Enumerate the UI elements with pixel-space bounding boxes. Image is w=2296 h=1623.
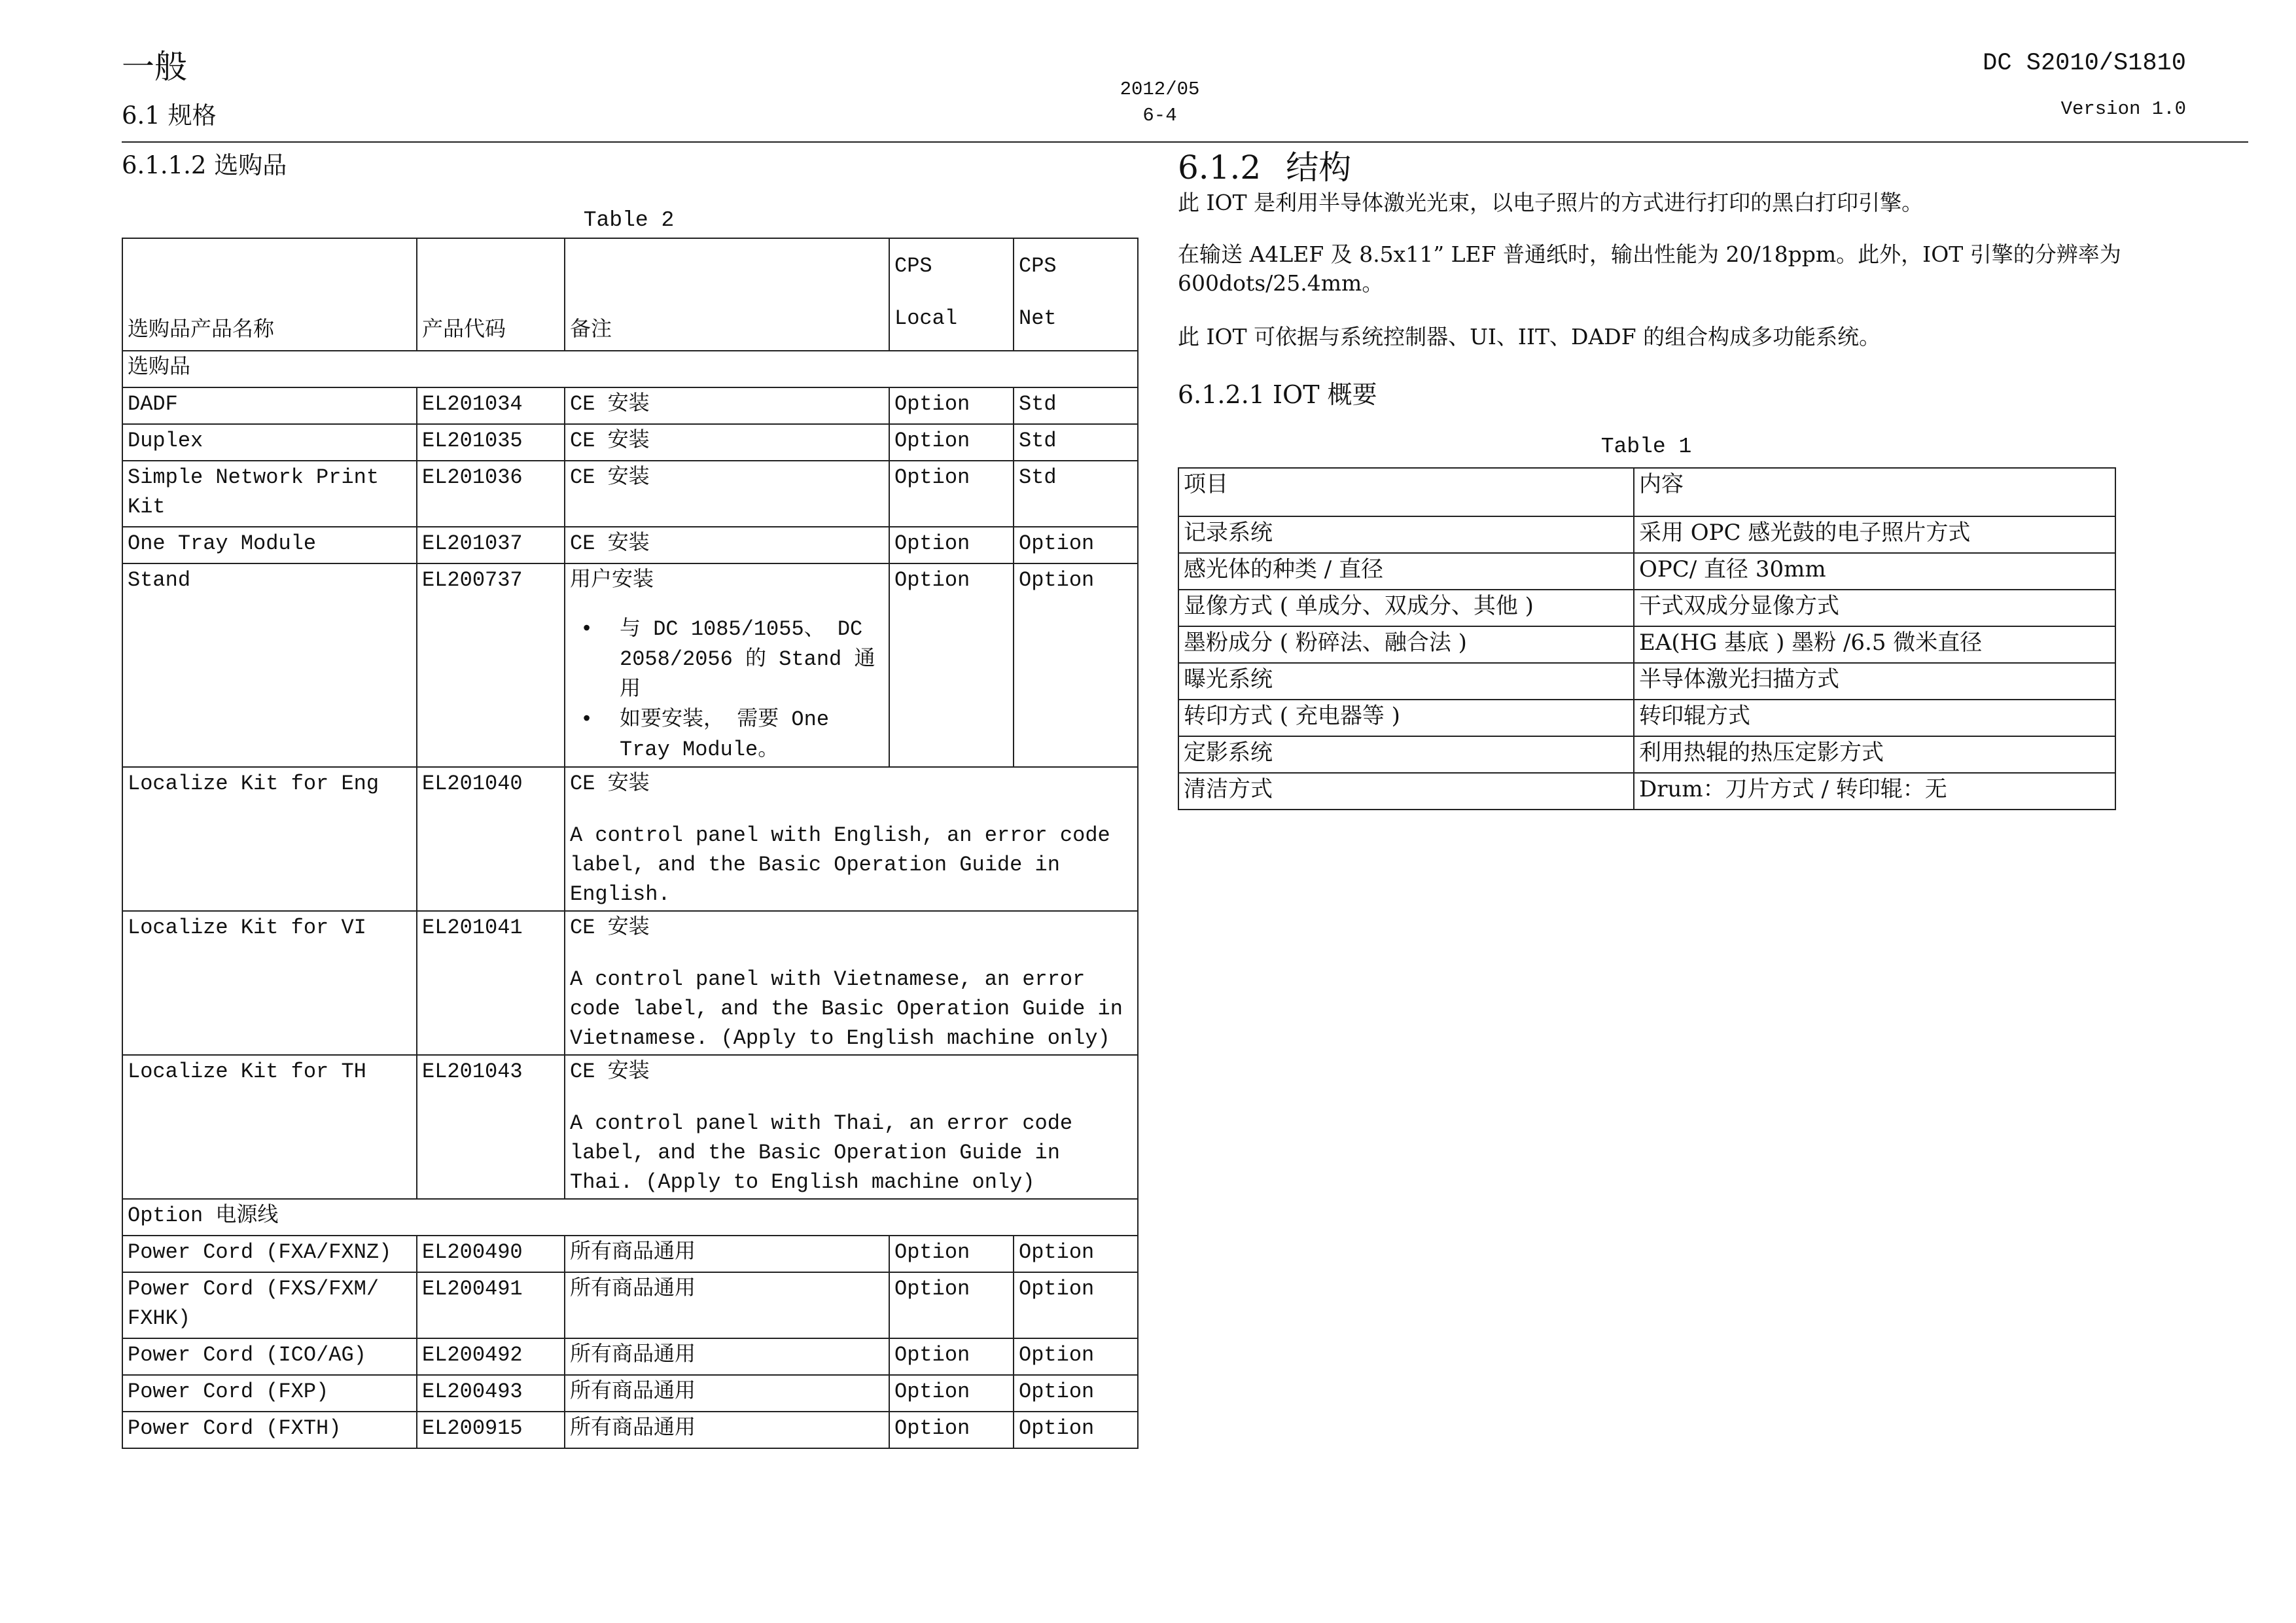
cell-item: 墨粉成分 ( 粉碎法、融合法 ) [1178,626,1634,663]
cell-content: OPC/ 直径 30mm [1634,553,2115,590]
table-row [1178,773,2115,810]
cell-cps-local: Option [889,461,1014,527]
group-label: Option 电源线 [122,1199,1138,1236]
cell-name: Power Cord (FXS/FXM/ FXHK) [122,1272,417,1338]
table-row [1178,626,2115,663]
cell-name: Stand [122,563,417,767]
cell-item: 定影系统 [1178,736,1634,773]
iot-overview-heading: 6.1.2.1 IOT 概要 [1178,380,1377,409]
cell-cps-net: Option [1014,1338,1138,1375]
cell-note [565,767,1138,911]
cell-note: CE 安装 [565,424,889,461]
table-row [122,1236,1138,1272]
note-bullet-list [570,615,885,765]
cell-code: EL200491 [417,1272,565,1338]
table1-caption: Table 1 [1600,435,1692,459]
cell-cps-net: Option [1014,563,1138,767]
structure-paragraph-2: 在输送 A4LEF 及 8.5x11” LEF 普通纸时，输出性能为 20/18ppm。此外，IOT 引擎的分辨率为 600dots/25.4mm。 [1178,241,2121,296]
header-model: DC S2010/S1810 [1983,50,2186,77]
cell-content: 半导体激光扫描方式 [1634,663,2115,700]
cell-code: EL201034 [417,387,565,424]
cell-name: DADF [122,387,417,424]
cell-note: 所有商品通用 [565,1338,889,1375]
structure-heading [1178,141,1351,188]
cell-cps-local: Option [889,1338,1014,1375]
table-row [122,527,1138,563]
cell-name: Localize Kit for TH [122,1055,417,1199]
note-bullet: • 如要安装， 需要 One Tray Module。 [570,705,885,765]
group-row-power-cord [122,1199,1138,1236]
cell-name: Localize Kit for Eng [122,767,417,911]
cell-cps-local: Option [889,563,1014,767]
table-row [122,461,1138,527]
header-version: Version 1.0 [2060,98,2186,120]
cell-code: EL201043 [417,1055,565,1199]
note-text: 用户安装 [570,568,654,592]
cell-cps-net: Option [1014,1375,1138,1412]
table-row [122,1055,1138,1199]
cell-code: EL201036 [417,461,565,527]
note-text: CE 安装 [570,1060,650,1084]
col-header-code: 产品代码 [417,238,565,351]
cell-note: 所有商品通用 [565,1272,889,1338]
cell-cps-local: Option [889,1272,1014,1338]
note-text: CE 安装 [570,772,650,796]
cell-note: CE 安装 [565,461,889,527]
cell-item: 显像方式 ( 单成分、双成分、其他 ) [1178,590,1634,626]
cell-item: 转印方式 ( 充电器等 ) [1178,700,1634,736]
note-detail: A control panel with English, an error code label, and the Basic Operation Guide in English. [570,823,1110,906]
cell-item: 曝光系统 [1178,663,1634,700]
cell-cps-net: Std [1014,387,1138,424]
cell-cps-net: Std [1014,461,1138,527]
col-header-cps-local: CPS Local [889,238,1014,351]
table-row [1178,553,2115,590]
cell-name: Power Cord (FXP) [122,1375,417,1412]
iot-table-header [1178,468,2115,516]
cell-cps-local: Option [889,527,1014,563]
header-section: 6.1 规格 [122,101,217,130]
table-row [122,767,1138,911]
cell-cps-net: Std [1014,424,1138,461]
options-heading: 6.1.1.2 选购品 [122,151,287,179]
cell-note [565,911,1138,1055]
note-detail: A control panel with Vietnamese, an error code label, and the Basic Operation Guide in Vietnamese. (Apply to English machine only) [570,967,1123,1050]
cell-name: Duplex [122,424,417,461]
options-table [122,238,1139,1449]
cell-cps-local: Option [889,387,1014,424]
table-row [122,911,1138,1055]
cell-code: EL201040 [417,767,565,911]
cell-name: Simple Network Print Kit [122,461,417,527]
structure-paragraph-3: 此 IOT 可依据与系统控制器、UI、IIT、DADF 的组合构成多功能系统。 [1178,324,1881,349]
cell-note [565,1055,1138,1199]
cell-note: 所有商品通用 [565,1375,889,1412]
table-row [1178,663,2115,700]
cell-name: Power Cord (FXTH) [122,1412,417,1448]
col-header-name: 选购品产品名称 [122,238,417,351]
col-header-cps-net: CPS Net [1014,238,1138,351]
table-row [122,1375,1138,1412]
table-row [1178,736,2115,773]
cell-item: 感光体的种类 / 直径 [1178,553,1634,590]
cell-content: 利用热辊的热压定影方式 [1634,736,2115,773]
iot-overview-table [1178,467,2116,810]
table-row [1178,700,2115,736]
col-header-note: 备注 [565,238,889,351]
note-text: CE 安装 [570,916,650,940]
note-bullet: • 与 DC 1085/1055、 DC 2058/2056 的 Stand 通用 [570,615,885,705]
cell-code: EL200492 [417,1338,565,1375]
header-title: 一般 [122,48,187,86]
header-page-number: 6-4 [1142,105,1177,126]
structure-paragraph-1: 此 IOT 是利用半导体激光光束，以电子照片的方式进行打印的黑白打印引擎。 [1178,190,1924,215]
options-table-header [122,238,1138,351]
cell-cps-local: Option [889,1236,1014,1272]
cell-note: CE 安装 [565,527,889,563]
note-detail: A control panel with Thai, an error code label, and the Basic Operation Guide in Thai. (Apply to English machine only) [570,1111,1073,1194]
cell-item: 清洁方式 [1178,773,1634,810]
cell-item: 记录系统 [1178,516,1634,553]
cell-content: EA(HG 基底 ) 墨粉 /6.5 微米直径 [1634,626,2115,663]
cell-cps-net: Option [1014,1272,1138,1338]
heading-text: 结构 [1286,149,1352,187]
col-header-content: 内容 [1634,468,2115,516]
heading-number: 6.1.2 [1178,149,1262,187]
table-row [122,1338,1138,1375]
cell-code: EL201041 [417,911,565,1055]
cell-code: EL200490 [417,1236,565,1272]
cell-name: Localize Kit for VI [122,911,417,1055]
col-header-item: 项目 [1178,468,1634,516]
cell-name: Power Cord (FXA/FXNZ) [122,1236,417,1272]
cell-cps-local: Option [889,1375,1014,1412]
group-label: 选购品 [122,351,1138,387]
cell-content: 采用 OPC 感光鼓的电子照片方式 [1634,516,2115,553]
cell-code: EL201035 [417,424,565,461]
group-row-options [122,351,1138,387]
header-date: 2012/05 [1120,79,1200,100]
cell-cps-local: Option [889,424,1014,461]
table-row [122,563,1138,767]
table-row [122,1412,1138,1448]
cell-code: EL201037 [417,527,565,563]
cell-name: One Tray Module [122,527,417,563]
table-row [122,1272,1138,1338]
table-row [1178,516,2115,553]
cell-content: 干式双成分显像方式 [1634,590,2115,626]
table-row [122,424,1138,461]
cell-cps-net: Option [1014,1412,1138,1448]
cell-code: EL200737 [417,563,565,767]
cell-note: CE 安装 [565,387,889,424]
cell-cps-local: Option [889,1412,1014,1448]
cell-name: Power Cord (ICO/AG) [122,1338,417,1375]
cell-code: EL200493 [417,1375,565,1412]
cell-note: 所有商品通用 [565,1412,889,1448]
cell-cps-net: Option [1014,527,1138,563]
cell-code: EL200915 [417,1412,565,1448]
cell-cps-net: Option [1014,1236,1138,1272]
table2-caption: Table 2 [583,208,675,232]
cell-note [565,563,889,767]
cell-note: 所有商品通用 [565,1236,889,1272]
cell-content: Drum：刀片方式 / 转印辊：无 [1634,773,2115,810]
cell-content: 转印辊方式 [1634,700,2115,736]
table-row [1178,590,2115,626]
table-row [122,387,1138,424]
